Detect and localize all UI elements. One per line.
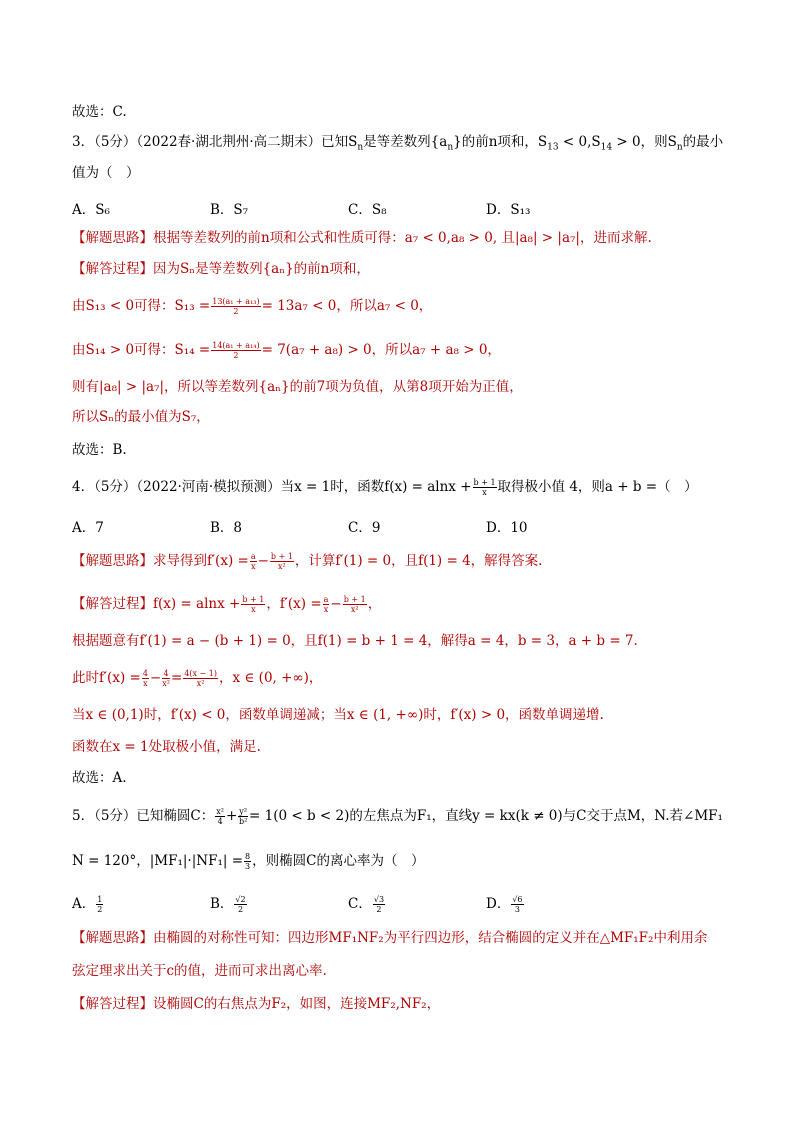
q3-answer: 故选：B.	[72, 442, 127, 458]
q5-option-a[interactable]: A． $\frac{1}{2}$	[72, 895, 103, 914]
q4-proc-line4: 当x ∈ (0,1)时，f′(x) < 0，函数单调递减；当x ∈ (1, +∞)时，f′(x) > 0，函数单调递增.	[72, 707, 604, 723]
q5-option-c[interactable]: C． $\frac{√3}{2}$	[348, 895, 385, 914]
q3-stem-line1: 3．（5分）（2022春·湖北荆州·高二期末）已知$S_n$是等差数列$\{a_n\}$的前n项和，$S_{13} < 0,S_{14} > 0$，则$S_n$的最小	[72, 134, 724, 153]
q4-option-c[interactable]: C．9	[348, 520, 381, 536]
q3-stem-line2: 值为（ ）	[72, 165, 140, 181]
q5-option-d[interactable]: D． $\frac{√6}{3}$	[486, 895, 523, 914]
q4-option-d[interactable]: D．10	[486, 520, 528, 536]
q4-proc-line1: 【解答过程】f(x) = alnx + $\frac{b + 1}{x}$ ，f′(x) = $\frac{a}{x}$ − $\frac{b + 1}{\text{x²}}$ ，	[72, 595, 382, 614]
q4-option-a[interactable]: A．7	[72, 520, 104, 536]
q3-hint: 【解题思路】根据等差数列的前n项和公式和性质可得：a₇ < 0,a₈ > 0, 且|a₈| > |a₇|，进而求解.	[72, 230, 652, 246]
q3-proc-line4: 则有|a₈| > |a₇|，所以等差数列{aₙ}的前7项为负值，从第8项开始为正值，	[72, 379, 523, 395]
q4-proc-line3: 此时f′(x) = $\frac{4}{x}$ − $\frac{4}{\text{x²}}$ = $\frac{4(x - 1)}{\text{x²}}$ ，x ∈ (0, +∞)，	[72, 669, 323, 688]
q3-proc-line2: 由S₁₃ < 0可得：S₁₃ = $\frac{\text{13(a₁ + a₁₃)}}{2}$ = 13a₇ < 0，所以a₇ < 0，	[72, 297, 433, 316]
q4-option-b[interactable]: B．8	[210, 520, 243, 536]
q5-stem-line1: 5．（5分）已知椭圆C： $\frac{\text{x²}}{4}$ + $\frac{\text{y²}}{\text{b²}}$ = 1(0 < b < 2)的左焦点为F₁，直线y = kx(k ≠ 0)与C交于点M，N.若∠MF₁	[72, 807, 723, 826]
q5-option-b[interactable]: B． $\frac{√2}{2}$	[210, 895, 246, 914]
q5-hint-line2: 弦定理求出关于c的值，进而可求出离心率.	[72, 963, 327, 979]
q3-proc-line3: 由S₁₄ > 0可得：S₁₄ = $\frac{\text{14(a₁ + a₁₄)}}{2}$ = 7(a₇ + a₈) > 0，所以a₇ + a₈ > 0，	[72, 341, 501, 360]
q5-hint-line1: 【解题思路】由椭圆的对称性可知：四边形MF₁NF₂为平行四边形，结合椭圆的定义并在△MF₁F₂中利用余	[72, 930, 708, 946]
q3-proc-line5: 所以Sₙ的最小值为S₇，	[72, 409, 210, 425]
q5-stem-line2: N = 120°，|MF₁|·|NF₁| = $\frac{8}{3}$ ，则椭圆C的离心率为（ ）	[72, 852, 425, 871]
q2-answer: 故选：C.	[72, 104, 127, 120]
q3-option-c[interactable]: C．S₈	[348, 202, 387, 218]
q4-proc-line2: 根据题意有f′(1) = a − (b + 1) = 0，且f(1) = b + 1 = 4，解得a = 4，b = 3，a + b = 7.	[72, 633, 638, 649]
q4-proc-line5: 函数在x = 1处取极小值，满足.	[72, 739, 261, 755]
q3-option-b[interactable]: B．S₇	[210, 202, 249, 218]
q4-hint: 【解题思路】求导得到f′(x) = $\frac{a}{x}$ − $\frac{b + 1}{\text{x²}}$ ，计算f′(1) = 0，且f(1) = 4，解得答案.	[72, 552, 543, 571]
q4-answer: 故选：A.	[72, 770, 127, 786]
q3-option-d[interactable]: D．S₁₃	[486, 202, 531, 218]
q5-proc-line1: 【解答过程】设椭圆C的右焦点为F₂，如图，连接MF₂,NF₂，	[72, 996, 441, 1012]
q3-proc-line1: 【解答过程】因为Sₙ是等差数列{aₙ}的前n项和，	[72, 261, 370, 277]
q3-option-a[interactable]: A．S₆	[72, 202, 110, 218]
q4-stem: 4．（5分）（2022·河南·模拟预测）当x = 1时，函数f(x) = alnx + $\frac{b + 1}{x}$ 取得极小值 4，则a + b =（ ）	[72, 478, 698, 497]
